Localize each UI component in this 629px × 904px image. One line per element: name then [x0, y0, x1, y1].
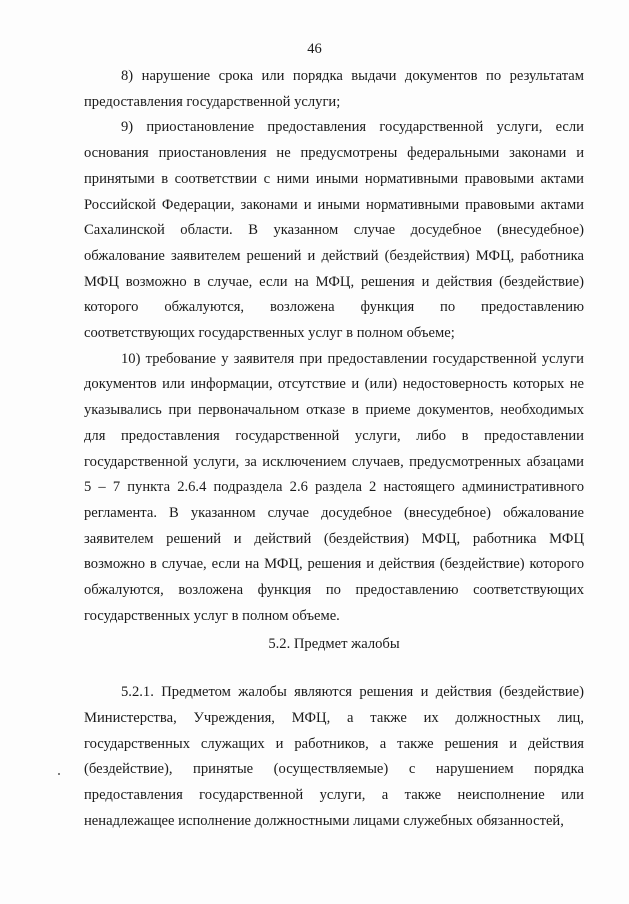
paragraph-item-9: 9) приостановление предоставления государственной услуги, если основания приостановления не предусмотрены федеральными законами и принятыми в соответствии с ними иными нормативными правовыми актами Российской Федерации, законами и иными нормативными правовыми актами Сахалинской области. В указанном случае досудебное (внесудебное) обжалование заявителем решений и действий (бездействия) МФЦ, работника МФЦ возможно в случае, если на МФЦ, решения и действия (бездействие) которого обжалуются, возложена функция по предоставлению соответствующих государственных услуг в полном объеме; — [84, 119, 584, 342]
page-number: 46 — [307, 41, 322, 57]
page-body — [84, 64, 584, 834]
scan-speck — [58, 773, 60, 775]
paragraph-item-10: 10) требование у заявителя при предоставлении государственной услуги документов или информации, отсутствие и (или) недостоверность которых не указывались при первоначальном отказе в приеме документов, необходимых для предоставления государственной услуги, либо в предоставлении государственной услуги, за исключением случаев, предусмотренных абзацами 5 – 7 пункта 2.6.4 подраздела 2.6 раздела 2 настоящего административного регламента. В указанном случае досудебное (внесудебное) обжалование заявителем решений и действий (бездействия) МФЦ, работника МФЦ возможно в случае, если на МФЦ, решения и действия (бездействие) которого обжалуются, возложена функция по предоставлению соответствующих государственных услуг в полном объеме. — [84, 350, 584, 624]
paragraph-item-8: 8) нарушение срока или порядка выдачи документов по результатам предоставления государственной услуги; — [84, 68, 584, 110]
paragraph-5-2-1: 5.2.1. Предметом жалобы являются решения и действия (бездействие) Министерства, Учреждения, МФЦ, а также их должностных лиц, государственных служащих и работников, а также решения и действия (бездействие), принятые (осуществляемые) с нарушением порядка предоставления государственной услуги, а также неисполнение или ненадлежащее исполнение должностными лицами служебных обязанностей, — [84, 684, 584, 829]
section-heading-5-2: 5.2. Предмет жалобы — [268, 636, 400, 653]
